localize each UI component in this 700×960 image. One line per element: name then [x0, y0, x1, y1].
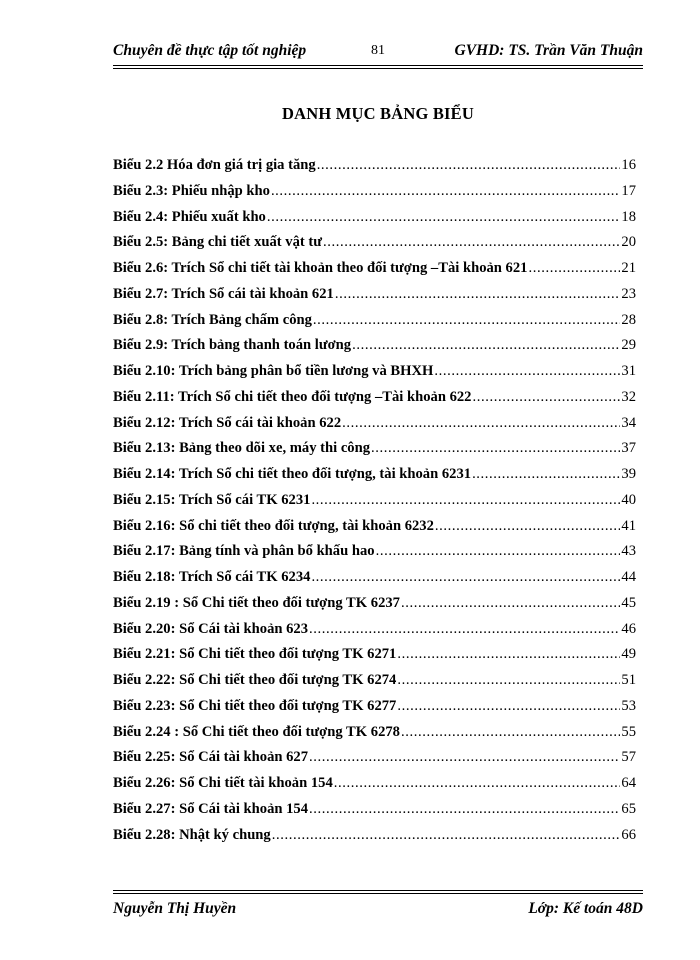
toc-item-page: 41 — [621, 517, 636, 534]
toc-item-label: Biểu 2.10: Trích bảng phân bổ tiền lương và BHXH — [113, 363, 434, 379]
toc-item-page: 17 — [621, 182, 636, 199]
toc-item-label: Biểu 2.4: Phiếu xuất kho — [113, 208, 266, 225]
dot-leader — [317, 157, 621, 174]
toc-item-label: Biểu 2.27: Sổ Cái tài khoản 154 — [113, 800, 309, 817]
toc-item-label: Biểu 2.11: Trích Sổ chi tiết theo đối tượng –Tài khoản 622 — [113, 388, 472, 405]
header-double-rule — [113, 65, 643, 69]
toc-item-label: Biểu 2.2 Hóa đơn giá trị gia tăng — [113, 157, 316, 173]
toc-item[interactable] — [113, 595, 636, 621]
toc-item[interactable] — [113, 672, 636, 698]
toc-item[interactable] — [113, 543, 636, 569]
toc-item-page: 29 — [621, 337, 636, 354]
header-supervisor: GVHD: TS. Trần Văn Thuận — [454, 42, 643, 59]
dot-leader — [397, 646, 620, 663]
toc-item[interactable] — [113, 492, 636, 518]
dot-leader — [401, 595, 620, 612]
toc-item-label: Biểu 2.25: Sổ Cái tài khoản 627 — [113, 749, 309, 766]
toc-item-page: 31 — [621, 363, 636, 379]
dot-leader — [335, 286, 621, 303]
toc-item[interactable] — [113, 312, 636, 338]
toc-item-label: Biểu 2.14: Trích Sổ chi tiết theo đối tượng, tài khoản 6231 — [113, 466, 472, 482]
toc-item-label: Biểu 2.20: Sổ Cái tài khoản 623 — [113, 620, 309, 637]
dot-leader — [401, 724, 620, 741]
toc-item[interactable] — [113, 363, 636, 389]
toc-item-page: 37 — [621, 440, 636, 457]
toc-item-label: Biểu 2.12: Trích Sổ cái tài khoản 622 — [113, 414, 342, 431]
dot-leader — [267, 209, 621, 226]
footer-class: Lớp: Kế toán 48D — [528, 900, 643, 917]
toc-item-label: Biểu 2.18: Trích Sổ cái TK 6234 — [113, 569, 311, 585]
toc-item-page: 18 — [621, 208, 636, 225]
toc-item-page: 28 — [621, 311, 636, 328]
dot-leader — [371, 440, 620, 457]
dot-leader — [397, 672, 620, 689]
toc-item-label: Biểu 2.23: Sổ Chi tiết theo đối tượng TK 6277 — [113, 697, 397, 714]
toc-item[interactable] — [113, 518, 636, 544]
toc-item[interactable] — [113, 749, 636, 775]
dot-leader — [309, 749, 620, 766]
toc-item[interactable] — [113, 415, 636, 441]
toc-item[interactable] — [113, 286, 636, 312]
toc-item[interactable] — [113, 209, 636, 235]
toc-item-page: 16 — [621, 157, 636, 173]
dot-leader — [472, 389, 620, 406]
toc-item[interactable] — [113, 827, 636, 853]
toc-item-label: Biểu 2.24 : Sổ Chi tiết theo đối tượng TK 6278 — [113, 723, 400, 740]
dot-leader — [311, 492, 620, 509]
dot-leader — [323, 234, 620, 251]
footer-author: Nguyễn Thị Huyền — [113, 900, 237, 917]
toc-item-page: 44 — [621, 569, 636, 585]
dot-leader — [342, 415, 620, 432]
toc-item-page: 49 — [621, 646, 636, 663]
toc-item[interactable] — [113, 698, 636, 724]
dot-leader — [435, 518, 621, 535]
toc-item-page: 45 — [621, 594, 636, 611]
dot-leader — [352, 337, 620, 354]
toc-item[interactable] — [113, 569, 636, 595]
toc-item[interactable] — [113, 260, 636, 286]
toc-item[interactable] — [113, 183, 636, 209]
toc-item-label: Biểu 2.26: Sổ Chi tiết tài khoản 154 — [113, 775, 333, 791]
dot-leader — [309, 621, 620, 638]
toc-item-label: Biểu 2.9: Trích bảng thanh toán lương — [113, 337, 352, 354]
table-list — [113, 157, 636, 852]
header-report-title: Chuyên đề thực tập tốt nghiệp — [113, 42, 307, 59]
toc-item[interactable] — [113, 466, 636, 492]
toc-item-label: Biểu 2.22: Sổ Chi tiết theo đối tượng TK 6274 — [113, 672, 397, 688]
toc-item-page: 20 — [621, 234, 636, 251]
dot-leader — [528, 260, 620, 277]
toc-item[interactable] — [113, 234, 636, 260]
header-page-number: 81 — [371, 43, 385, 58]
dot-leader — [434, 363, 620, 380]
dot-leader — [472, 466, 620, 483]
dot-leader — [309, 801, 620, 818]
toc-item-label: Biểu 2.15: Trích Sổ cái TK 6231 — [113, 491, 311, 508]
toc-item[interactable] — [113, 389, 636, 415]
dot-leader — [376, 543, 621, 560]
toc-item-page: 43 — [621, 543, 636, 560]
toc-item-label: Biểu 2.8: Trích Bảng chấm công — [113, 311, 312, 328]
toc-item-page: 21 — [621, 260, 636, 276]
toc-item-label: Biểu 2.28: Nhật ký chung — [113, 826, 271, 843]
toc-item[interactable] — [113, 646, 636, 672]
toc-item-label: Biểu 2.3: Phiếu nhập kho — [113, 182, 270, 199]
toc-item-label: Biểu 2.13: Bảng theo dõi xe, máy thi công — [113, 440, 371, 457]
toc-item-page: 55 — [621, 723, 636, 740]
toc-item-page: 65 — [621, 800, 636, 817]
toc-item-page: 51 — [621, 672, 636, 688]
dot-leader — [334, 775, 621, 792]
dot-leader — [271, 183, 620, 200]
footer-double-rule — [113, 890, 643, 894]
toc-item-page: 39 — [621, 466, 636, 482]
toc-item[interactable] — [113, 724, 636, 750]
toc-item[interactable] — [113, 801, 636, 827]
toc-item-label: Biểu 2.6: Trích Sổ chi tiết tài khoản theo đối tượng –Tài khoản 621 — [113, 260, 528, 276]
toc-item-page: 53 — [621, 697, 636, 714]
toc-item-page: 57 — [621, 749, 636, 766]
toc-item-page: 40 — [621, 491, 636, 508]
toc-item[interactable] — [113, 621, 636, 647]
toc-item-label: Biểu 2.21: Sổ Chi tiết theo đối tượng TK 6271 — [113, 646, 397, 663]
toc-item[interactable] — [113, 440, 636, 466]
page-header — [113, 42, 643, 64]
dot-leader — [272, 827, 621, 844]
dot-leader — [311, 569, 620, 586]
toc-item-label: Biểu 2.5: Bảng chi tiết xuất vật tư — [113, 234, 323, 251]
dot-leader — [397, 698, 620, 715]
toc-item-page: 66 — [621, 826, 636, 843]
page-footer — [113, 900, 643, 922]
toc-item-page: 34 — [621, 414, 636, 431]
toc-item-label: Biểu 2.7: Trích Sổ cái tài khoản 621 — [113, 285, 334, 302]
toc-item-label: Biểu 2.19 : Sổ Chi tiết theo đối tượng TK 6237 — [113, 594, 400, 611]
page-title: DANH MỤC BẢNG BIỂU — [282, 104, 474, 123]
toc-item-page: 64 — [621, 775, 636, 791]
toc-item-page: 46 — [621, 620, 636, 637]
toc-item[interactable] — [113, 337, 636, 363]
dot-leader — [313, 312, 620, 329]
toc-item[interactable] — [113, 775, 636, 801]
toc-item-page: 23 — [621, 285, 636, 302]
toc-item-label: Biểu 2.17: Bảng tính và phân bổ khấu hao — [113, 543, 375, 560]
toc-item-page: 32 — [621, 388, 636, 405]
toc-item[interactable] — [113, 157, 636, 183]
toc-item-label: Biểu 2.16: Sổ chi tiết theo đối tượng, tài khoản 6232 — [113, 517, 434, 534]
